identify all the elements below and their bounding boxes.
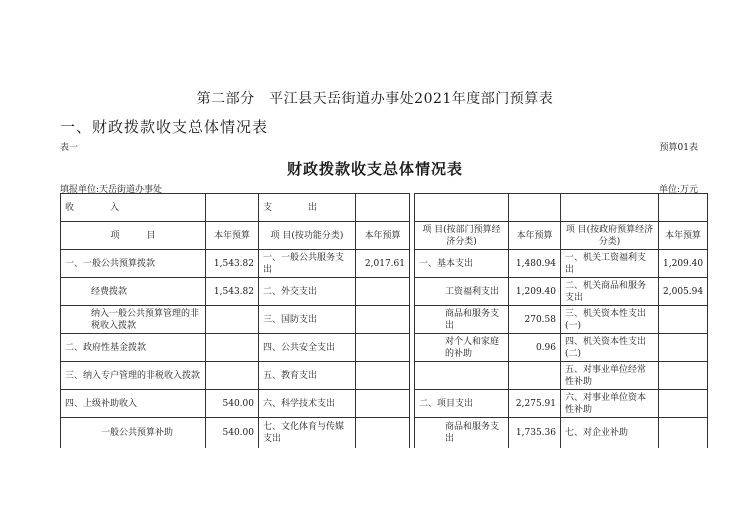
gov-expense-amount	[659, 390, 708, 418]
income-item: 三、纳入专户管理的非税收入拨款	[61, 362, 206, 390]
table-group-header-row	[61, 194, 708, 222]
table-row	[61, 390, 708, 418]
dept-expense-amount	[509, 362, 561, 390]
income-item: 二、政府性基金拨款	[61, 334, 206, 362]
dept-expense-amount: 1,480.94	[509, 250, 561, 278]
income-item: 经费拨款	[61, 278, 206, 306]
income-amount	[206, 334, 259, 362]
func-expense-item: 二、外交支出	[259, 278, 356, 306]
col-header-budget: 本年预算	[659, 222, 708, 250]
col-header-budget: 本年预算	[509, 222, 561, 250]
table-title: 财政拨款收支总体情况表	[286, 160, 463, 178]
gov-expense-amount: 2,005.94	[659, 278, 708, 306]
dept-expense-item: 二、项目支出	[415, 390, 509, 418]
group-income-header: 收 入	[61, 194, 206, 222]
income-amount	[206, 362, 259, 390]
table-row	[61, 278, 708, 306]
gov-expense-item: 一、机关工资福利支出	[561, 250, 659, 278]
reporting-unit: 填报单位:天岳街道办事处	[60, 185, 163, 195]
gov-expense-item: 三、机关资本性支出(一)	[561, 306, 659, 334]
income-item: 一、一般公共预算拨款	[61, 250, 206, 278]
section-heading: 一、财政拨款收支总体情况表	[60, 118, 269, 136]
col-header-item: 项 目	[61, 222, 206, 250]
gov-expense-amount	[659, 362, 708, 390]
income-item: 一般公共预算补助	[61, 418, 206, 449]
func-expense-amount: 2,017.61	[356, 250, 410, 278]
func-expense-amount	[356, 362, 410, 390]
income-amount: 1,543.82	[206, 278, 259, 306]
func-expense-amount	[356, 418, 410, 449]
col-header-budget: 本年预算	[206, 222, 259, 250]
page-title: 第二部分 平江县天岳街道办事处2021年度部门预算表	[196, 91, 554, 107]
gov-expense-item: 七、对企业补助	[561, 418, 659, 449]
income-item: 纳入一般公共预算管理的非税收入拨款	[61, 306, 206, 334]
func-expense-item: 三、国防支出	[259, 306, 356, 334]
func-expense-item: 六、科学技术支出	[259, 390, 356, 418]
table-row	[61, 250, 708, 278]
dept-expense-item: 一、基本支出	[415, 250, 509, 278]
col-header-budget: 本年预算	[356, 222, 410, 250]
income-amount	[206, 306, 259, 334]
dept-expense-amount: 1,735.36	[509, 418, 561, 449]
func-expense-amount	[356, 334, 410, 362]
dept-expense-amount: 1,209.40	[509, 278, 561, 306]
income-item: 四、上级补助收入	[61, 390, 206, 418]
table-row	[61, 306, 708, 334]
budget-table	[60, 193, 708, 448]
form-label-left: 表一	[60, 143, 79, 153]
income-amount: 1,543.82	[206, 250, 259, 278]
func-expense-item: 一、一般公共服务支出	[259, 250, 356, 278]
func-expense-amount	[356, 306, 410, 334]
dept-expense-amount: 2,275.91	[509, 390, 561, 418]
dept-expense-item	[415, 362, 509, 390]
gov-expense-item: 六、对事业单位资本性补助	[561, 390, 659, 418]
table-column-header-row	[61, 222, 708, 250]
func-expense-amount	[356, 278, 410, 306]
income-amount: 540.00	[206, 390, 259, 418]
gov-expense-item: 五、对事业单位经常性补助	[561, 362, 659, 390]
currency-unit: 单位:万元	[658, 185, 698, 195]
col-header-func: 项 目(按功能分类)	[259, 222, 356, 250]
table-row	[61, 418, 708, 449]
form-label-right: 预算01表	[659, 143, 698, 153]
gov-expense-amount	[659, 306, 708, 334]
gov-expense-item: 二、机关商品和服务支出	[561, 278, 659, 306]
gov-expense-amount	[659, 334, 708, 362]
gov-expense-item: 四、机关资本性支出(二)	[561, 334, 659, 362]
dept-expense-item: 工资福利支出	[415, 278, 509, 306]
col-header-dept: 项 目(按部门预算经济分类)	[415, 222, 509, 250]
dept-expense-item: 商品和服务支出	[415, 306, 509, 334]
dept-expense-item: 商品和服务支出	[415, 418, 509, 449]
col-header-gov: 项 目(按政府预算经济分类)	[561, 222, 659, 250]
dept-expense-item: 对个人和家庭的补助	[415, 334, 509, 362]
func-expense-amount	[356, 390, 410, 418]
group-expense-header: 支 出	[259, 194, 356, 222]
func-expense-item: 五、教育支出	[259, 362, 356, 390]
gov-expense-amount: 1,209.40	[659, 250, 708, 278]
func-expense-item: 七、文化体育与传媒支出	[259, 418, 356, 449]
gov-expense-amount	[659, 418, 708, 449]
dept-expense-amount: 0.96	[509, 334, 561, 362]
income-amount: 540.00	[206, 418, 259, 449]
func-expense-item: 四、公共安全支出	[259, 334, 356, 362]
dept-expense-amount: 270.58	[509, 306, 561, 334]
table-row	[61, 334, 708, 362]
table-row	[61, 362, 708, 390]
